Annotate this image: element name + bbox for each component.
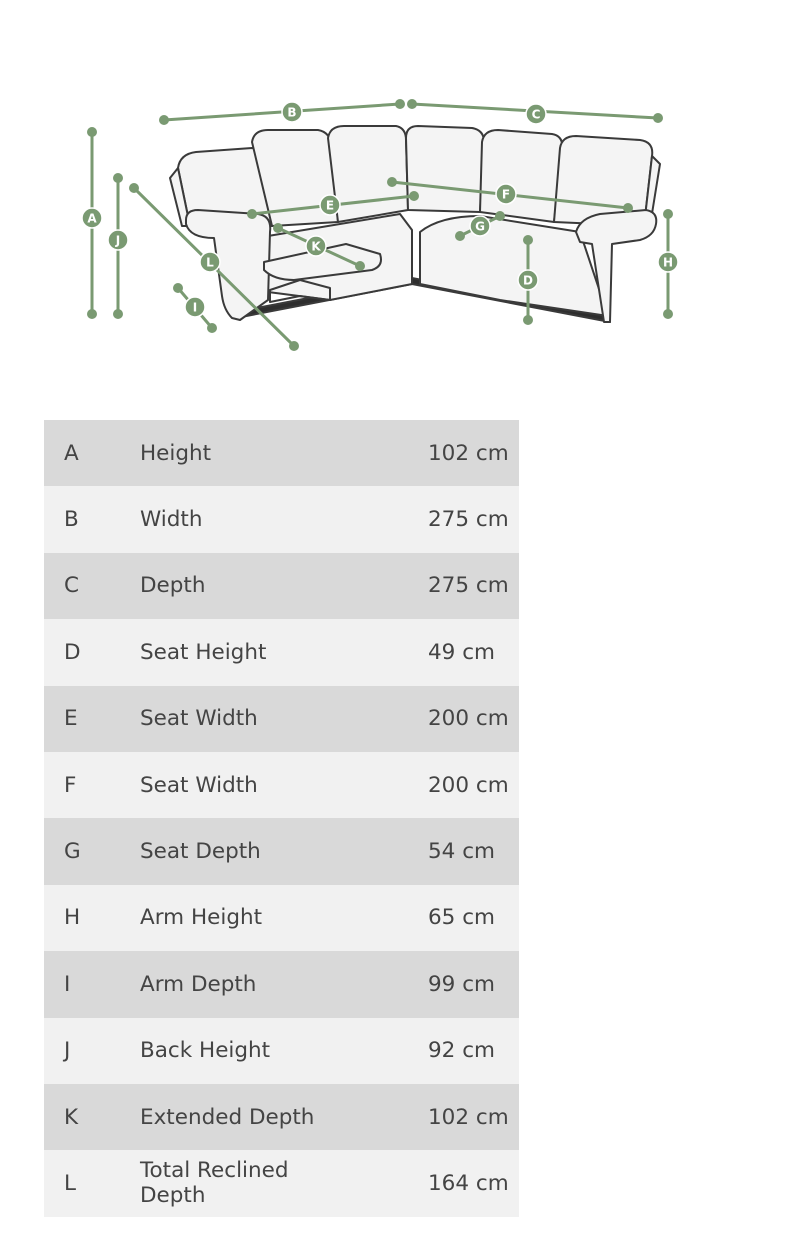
dimension-label: Depth xyxy=(140,553,352,619)
dimension-marker-letter: G xyxy=(475,219,485,234)
dimension-marker-letter: A xyxy=(87,211,97,226)
dimension-marker-e xyxy=(320,195,340,215)
dimension-marker-letter: K xyxy=(311,239,321,254)
dimension-value: 54 cm xyxy=(352,818,519,884)
dimension-marker-b xyxy=(282,102,302,122)
dimension-label: Seat Depth xyxy=(140,818,352,884)
dimension-value: 164 cm xyxy=(352,1150,519,1216)
dimension-value: 92 cm xyxy=(352,1018,519,1084)
dimension-marker-letter: B xyxy=(287,105,297,120)
dimension-marker-c xyxy=(526,104,546,124)
dimension-endpoint xyxy=(653,113,663,123)
dimension-marker-l xyxy=(200,252,220,272)
dimension-label: Seat Height xyxy=(140,619,352,685)
dimension-marker-k xyxy=(306,236,326,256)
dimension-label: Height xyxy=(140,420,352,486)
dimension-endpoint xyxy=(273,223,283,233)
dimension-row xyxy=(44,486,519,552)
dimension-row xyxy=(44,1018,519,1084)
dimension-endpoint xyxy=(247,209,257,219)
dimension-marker-d xyxy=(518,270,538,290)
dimension-code: K xyxy=(44,1084,140,1150)
dimension-code: I xyxy=(44,951,140,1017)
dimension-endpoint xyxy=(495,211,505,221)
dimension-code: C xyxy=(44,553,140,619)
dimension-code: F xyxy=(44,752,140,818)
dimension-endpoint xyxy=(207,323,217,333)
dimension-label: Arm Depth xyxy=(140,951,352,1017)
dimension-row xyxy=(44,818,519,884)
dimension-marker-letter: E xyxy=(325,198,335,213)
dimension-endpoint xyxy=(173,283,183,293)
back-cushion-5 xyxy=(480,130,562,222)
dimension-marker-j xyxy=(108,230,128,250)
dimension-row xyxy=(44,951,519,1017)
dimension-row xyxy=(44,1150,519,1216)
dimension-row xyxy=(44,686,519,752)
dimension-row xyxy=(44,553,519,619)
dimension-endpoint xyxy=(455,231,465,241)
corner-sofa-illustration xyxy=(170,126,660,322)
dimension-marker-letter: F xyxy=(501,187,511,202)
dimension-label: Back Height xyxy=(140,1018,352,1084)
dimension-endpoint xyxy=(407,99,417,109)
dimension-endpoint xyxy=(409,191,419,201)
dimension-label: Extended Depth xyxy=(140,1084,352,1150)
dimension-label: Seat Width xyxy=(140,752,352,818)
dimension-endpoint xyxy=(395,99,405,109)
dimension-row xyxy=(44,1084,519,1150)
dimension-marker-letter: L xyxy=(206,255,214,270)
dimension-label: Width xyxy=(140,486,352,552)
dimension-code: J xyxy=(44,1018,140,1084)
dimension-endpoint xyxy=(129,183,139,193)
dimension-endpoint xyxy=(663,209,673,219)
dimension-code: A xyxy=(44,420,140,486)
dimension-value: 65 cm xyxy=(352,885,519,951)
dimension-label: Seat Width xyxy=(140,686,352,752)
dimension-marker-letter: C xyxy=(531,107,541,122)
dimension-marker-letter: D xyxy=(523,273,533,288)
dimension-marker-a xyxy=(82,208,102,228)
dimension-value: 99 cm xyxy=(352,951,519,1017)
dimension-code: E xyxy=(44,686,140,752)
dimension-label: Total Reclined Depth xyxy=(140,1150,352,1216)
dimension-value: 200 cm xyxy=(352,752,519,818)
dimension-endpoint xyxy=(113,309,123,319)
dimension-marker-h xyxy=(658,252,678,272)
dimensions-table xyxy=(44,420,519,1217)
dimension-endpoint xyxy=(523,235,533,245)
dimension-row xyxy=(44,420,519,486)
dimension-endpoint xyxy=(623,203,633,213)
dimension-value: 102 cm xyxy=(352,420,519,486)
dimension-code: D xyxy=(44,619,140,685)
dimension-endpoint xyxy=(663,309,673,319)
dimension-value: 275 cm xyxy=(352,486,519,552)
dimension-endpoint xyxy=(159,115,169,125)
dimension-endpoint xyxy=(87,127,97,137)
dimension-marker-i xyxy=(185,297,205,317)
dimension-marker-g xyxy=(470,216,490,236)
dimension-value: 102 cm xyxy=(352,1084,519,1150)
dimension-row xyxy=(44,752,519,818)
dimension-row xyxy=(44,619,519,685)
dimension-endpoint xyxy=(355,261,365,271)
dimension-marker-letter: I xyxy=(192,300,198,315)
dimension-value: 275 cm xyxy=(352,553,519,619)
dimension-marker-f xyxy=(496,184,516,204)
dimension-code: B xyxy=(44,486,140,552)
dimension-marker-letter: H xyxy=(662,255,674,270)
dimension-endpoint xyxy=(387,177,397,187)
dimension-value: 200 cm xyxy=(352,686,519,752)
dimension-label: Arm Height xyxy=(140,885,352,951)
dimension-endpoint xyxy=(87,309,97,319)
dimension-code: G xyxy=(44,818,140,884)
dimension-row xyxy=(44,885,519,951)
dimension-marker-letter: J xyxy=(115,233,121,248)
dimension-value: 49 cm xyxy=(352,619,519,685)
dimension-code: L xyxy=(44,1150,140,1216)
dimension-endpoint xyxy=(523,315,533,325)
dimension-endpoint xyxy=(289,341,299,351)
sofa-diagram xyxy=(0,0,786,400)
dimension-endpoint xyxy=(113,173,123,183)
dimension-code: H xyxy=(44,885,140,951)
